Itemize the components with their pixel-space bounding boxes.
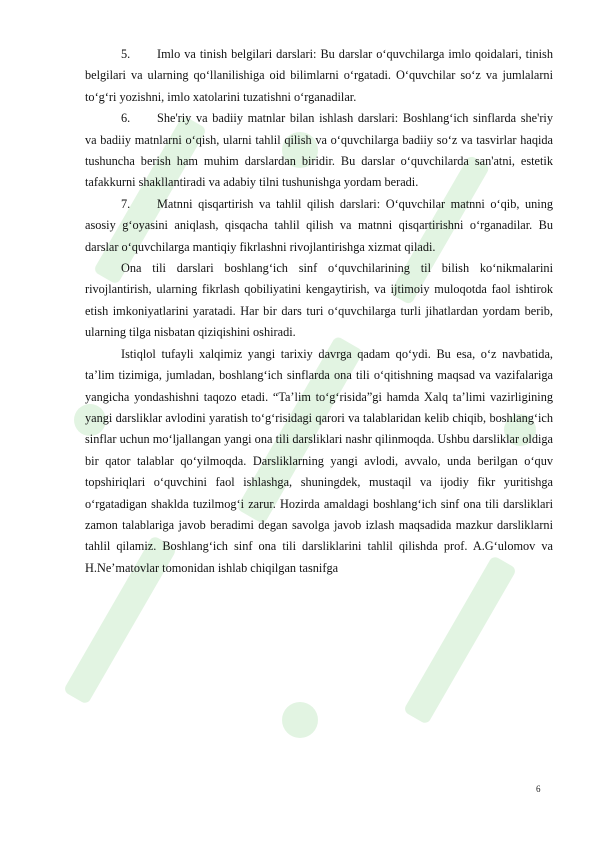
watermark-dot (282, 702, 318, 738)
list-item-6 (85, 108, 553, 194)
list-item-7 (85, 194, 553, 258)
paragraph-text: She'riy va badiiy matnlar bilan ishlash darslari: Boshlang‘ich sinflarda she'riy va badiiy matnlarni o‘qish, ularni tahlil qilish va o‘quvchilarga badiiy so‘z va tasvirlar haqida tushuncha berish ham muhim darslardan biridir. Bu darslar o‘quvchilarda san'atni, estetik tafakkurni shakllantiradi va adabiy tilni tushunishga yordam beradi. (85, 111, 553, 190)
paragraph-text: Istiqlol tufayli xalqimiz yangi tarixiy davrga qadam qo‘ydi. Bu esa, o‘z navbatida, ta’lim tizimiga, jumladan, boshlang‘ich sinflarda ona tili o‘qitishning maqsad va vazifalariga yangicha yondashishni taqozo etadi. “Ta’lim to‘g‘risida”gi hamda Xalq ta’limi vazirligining yangi darsliklar avlodini yaratish to‘g‘risidagi qarori va talablaridan kelib chiqib, boshlang‘ich sinflar uchun mo‘ljallangan yangi ona tili darsliklari nashr qilinmoqda. Ushbu darsliklar oldiga bir qator talablar qo‘yilmoqda. Darsliklarning yangi avlodi, avvalo, unda berilgan o‘quv topshiriqlari o‘quvchini faol ishlashga, shuningdek, mustaqil va ijodiy fikr yuritishga o‘rgatadigan shaklda tuzilmog‘i zarur. Hozirda amaldagi boshlang‘ich sinf ona tili darsliklari zamon talablariga javob beradimi degan savolga javob izlash maqsadida mazkur darsliklarni tahlil qilamiz. Boshlang‘ich sinf ona tili darsliklarini tahlil qilishda prof. A.G‘ulomov va H.Ne’matovlar tomonidan ishlab chiqilgan tasnifga (85, 346, 553, 575)
paragraph-text: Imlo va tinish belgilari darslari: Bu darslar o‘quvchilarga imlo qoidalari, tinish belgilari va ularning qo‘llanilishiga oid bilimlarni o‘rgatadi. O‘quvchilar so‘z va jumlalarni to‘g‘ri yozishni, imlo xatolarini tuzatishni o‘rganadilar. (85, 47, 553, 104)
list-number: 7. (121, 196, 131, 211)
paragraph-text: Matnni qisqartirish va tahlil qilish darslari: O‘quvchilar matnni o‘qib, uning asosiy g‘oyasini aniqlash, qisqacha tahlil qilish va matnni qisqartirishni o‘rganadilar. Bu darslar o‘quvchilarga mantiqiy fikrlashni rivojlantirishga xizmat qiladi. (85, 196, 553, 254)
watermark-band (403, 555, 517, 725)
paragraph-text: Ona tili darslari boshlang‘ich sinf o‘quvchilarining til bilish ko‘nikmalarini rivojlantirish, ularning fikrlash qobiliyatini kengaytirish, va ijtimoiy muloqotda faol ishtirok etish imkoniyatlarini yaratadi. Har bir dars turi o‘quvchilarga turli jihatlardan yordam berib, ularning tilga nisbatan qiziqishini oshiradi. (85, 261, 553, 340)
list-number: 5. (121, 47, 131, 61)
body-paragraph (85, 258, 553, 344)
document-body (85, 44, 553, 579)
page-number: 6 (536, 784, 541, 794)
body-paragraph (85, 344, 553, 579)
list-item-5 (85, 44, 553, 108)
list-number: 6. (121, 111, 131, 126)
